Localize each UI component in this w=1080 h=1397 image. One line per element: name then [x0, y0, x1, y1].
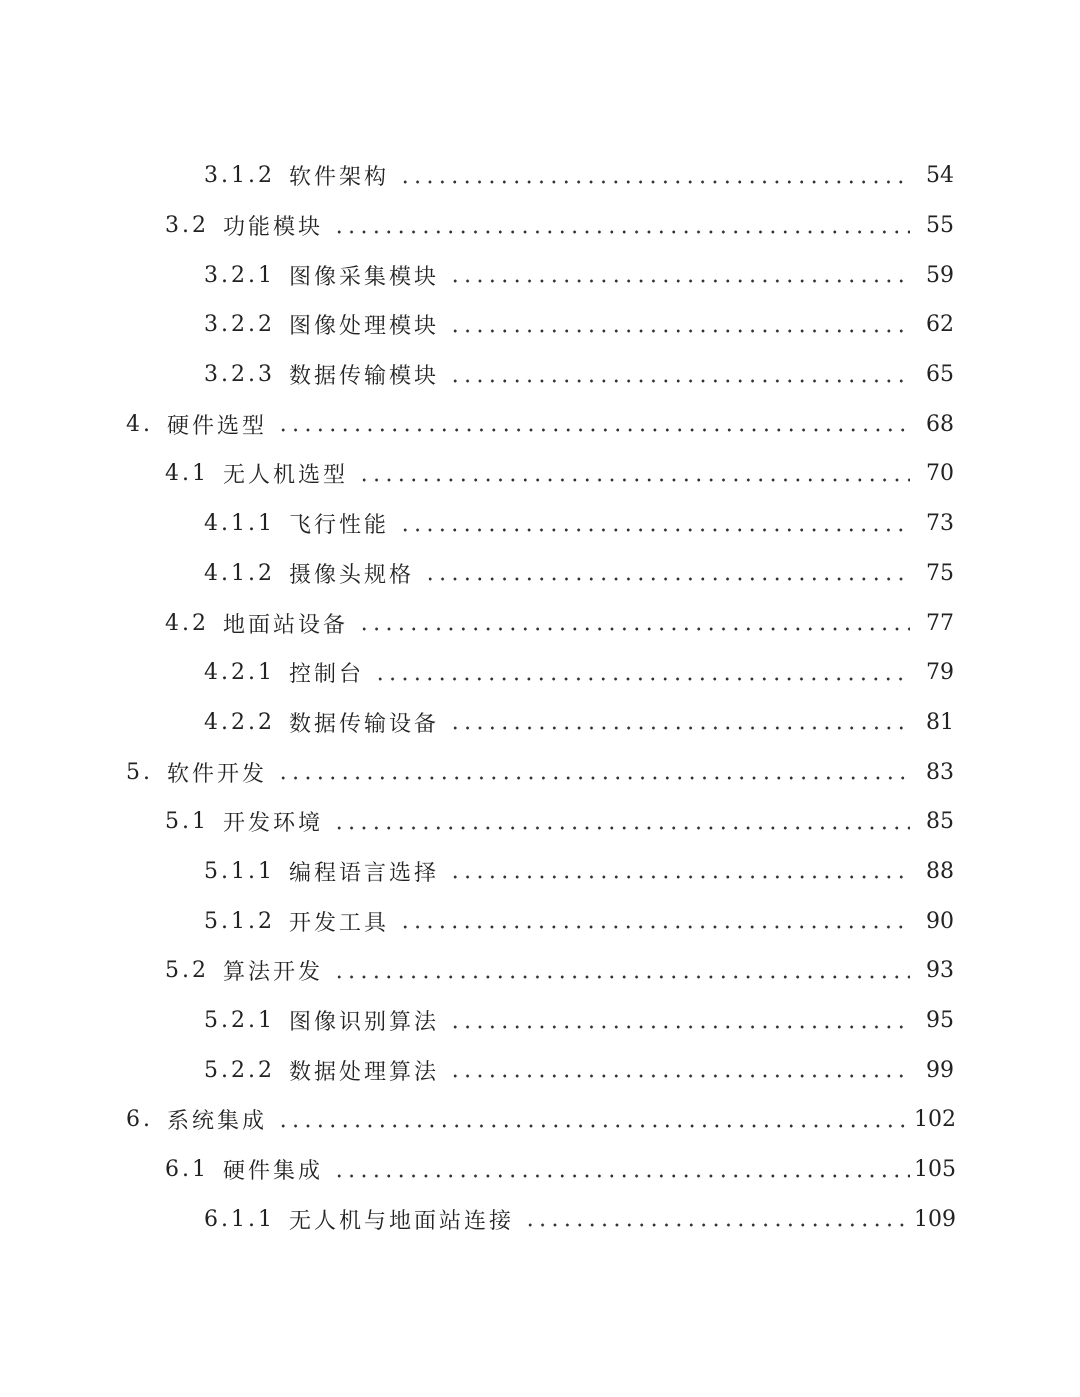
- toc-entry-page: 88: [926, 858, 954, 884]
- toc-entry[interactable]: [0, 350, 1080, 400]
- table-of-contents: [0, 151, 1080, 1244]
- dot-leader: [449, 378, 910, 384]
- toc-entry-number: 5.2.2: [204, 1057, 275, 1083]
- dot-leader: [399, 527, 910, 533]
- toc-entry-title: 地面站设备: [223, 612, 349, 638]
- toc-entry-page: 105: [914, 1157, 956, 1183]
- toc-entry-page: 81: [926, 709, 954, 735]
- toc-entry-title: 软件开发: [167, 761, 268, 787]
- toc-entry-number: 4.1: [165, 461, 209, 487]
- dot-leader: [449, 1024, 910, 1030]
- toc-entry-page: 70: [926, 461, 954, 487]
- toc-entry-title: 硬件选型: [167, 413, 268, 439]
- toc-entry[interactable]: [0, 847, 1080, 897]
- toc-entry[interactable]: [0, 797, 1080, 847]
- toc-entry[interactable]: [0, 1045, 1080, 1095]
- toc-entry-title: 软件架构: [288, 165, 389, 191]
- toc-entry[interactable]: [0, 996, 1080, 1046]
- dot-leader: [277, 1123, 910, 1129]
- dot-leader: [449, 328, 910, 334]
- toc-entry-number: 4.2.2: [204, 709, 275, 735]
- toc-entry[interactable]: [0, 499, 1080, 549]
- toc-entry-number: 5.2: [165, 958, 209, 984]
- toc-entry[interactable]: [0, 449, 1080, 499]
- toc-entry-page: 109: [914, 1206, 956, 1232]
- dot-leader: [424, 576, 910, 582]
- toc-entry-page: 77: [926, 610, 954, 636]
- dot-leader: [399, 179, 910, 185]
- toc-entry-page: 95: [926, 1008, 954, 1034]
- toc-entry-number: 6.1.1: [204, 1206, 275, 1232]
- toc-entry[interactable]: [0, 1095, 1080, 1145]
- toc-entry-title: 功能模块: [223, 215, 324, 241]
- toc-entry-number: 3.2.2: [204, 312, 275, 338]
- toc-entry[interactable]: [0, 1194, 1080, 1244]
- toc-entry-number: 3.2.1: [204, 262, 275, 288]
- toc-entry-number: 6.1: [165, 1157, 209, 1183]
- toc-entry-title: 编程语言选择: [288, 860, 439, 886]
- dot-leader: [277, 427, 910, 433]
- dot-leader: [524, 1222, 910, 1228]
- toc-entry-page: 85: [926, 809, 954, 835]
- toc-entry-title: 开发工具: [288, 910, 389, 936]
- toc-entry-title: 系统集成: [167, 1109, 268, 1135]
- toc-entry-page: 79: [926, 660, 954, 686]
- toc-entry-title: 硬件集成: [223, 1159, 324, 1185]
- toc-entry-page: 59: [926, 262, 954, 288]
- toc-entry-title: 图像识别算法: [288, 1010, 439, 1036]
- toc-entry[interactable]: [0, 300, 1080, 350]
- dot-leader: [449, 1073, 910, 1079]
- toc-entry[interactable]: [0, 151, 1080, 201]
- toc-entry[interactable]: [0, 648, 1080, 698]
- toc-entry-title: 数据传输设备: [288, 711, 439, 737]
- dot-leader: [449, 278, 910, 284]
- dot-leader: [449, 874, 910, 880]
- toc-entry-page: 75: [926, 560, 954, 586]
- toc-entry-title: 图像采集模块: [288, 264, 439, 290]
- toc-entry[interactable]: [0, 549, 1080, 599]
- toc-entry-page: 55: [926, 213, 954, 239]
- dot-leader: [333, 974, 910, 980]
- toc-entry-title: 飞行性能: [288, 513, 389, 539]
- toc-entry[interactable]: [0, 946, 1080, 996]
- toc-entry-page: 90: [926, 908, 954, 934]
- toc-entry-page: 83: [926, 759, 954, 785]
- dot-leader: [374, 676, 910, 682]
- toc-entry-title: 开发环境: [223, 811, 324, 837]
- toc-entry-title: 控制台: [288, 662, 364, 688]
- toc-entry-number: 5.1: [165, 809, 209, 835]
- dot-leader: [449, 725, 910, 731]
- dot-leader: [358, 626, 910, 632]
- toc-entry-page: 99: [926, 1057, 954, 1083]
- toc-entry-page: 68: [926, 411, 954, 437]
- toc-entry-number: 4.2.1: [204, 660, 275, 686]
- toc-entry-number: 4.1.2: [204, 560, 275, 586]
- toc-entry-page: 54: [926, 163, 954, 189]
- dot-leader: [358, 477, 910, 483]
- toc-entry-page: 62: [926, 312, 954, 338]
- toc-entry-page: 102: [914, 1107, 956, 1133]
- toc-entry-number: 4.1.1: [204, 511, 275, 537]
- toc-entry-number: 6.: [126, 1107, 153, 1133]
- toc-entry-number: 5.1.1: [204, 858, 275, 884]
- toc-entry[interactable]: [0, 399, 1080, 449]
- toc-entry-number: 5.: [126, 759, 153, 785]
- toc-entry[interactable]: [0, 896, 1080, 946]
- toc-entry-number: 5.1.2: [204, 908, 275, 934]
- toc-entry-title: 数据处理算法: [288, 1059, 439, 1085]
- toc-entry-number: 3.2.3: [204, 362, 275, 388]
- dot-leader: [333, 1173, 910, 1179]
- toc-entry-page: 65: [926, 362, 954, 388]
- toc-entry[interactable]: [0, 698, 1080, 748]
- toc-entry-title: 无人机选型: [223, 463, 349, 489]
- toc-entry-number: 3.2: [165, 213, 209, 239]
- toc-entry-number: 5.2.1: [204, 1008, 275, 1034]
- toc-entry[interactable]: [0, 598, 1080, 648]
- dot-leader: [277, 775, 910, 781]
- toc-entry-title: 算法开发: [223, 960, 324, 986]
- toc-entry-title: 数据传输模块: [288, 364, 439, 390]
- dot-leader: [333, 229, 910, 235]
- toc-entry-page: 73: [926, 511, 954, 537]
- toc-entry-number: 4.: [126, 411, 153, 437]
- toc-entry-page: 93: [926, 958, 954, 984]
- toc-entry-number: 3.1.2: [204, 163, 275, 189]
- toc-entry[interactable]: [0, 1145, 1080, 1195]
- toc-entry-title: 无人机与地面站连接: [288, 1208, 514, 1234]
- toc-entry-title: 图像处理模块: [288, 314, 439, 340]
- toc-entry[interactable]: [0, 250, 1080, 300]
- toc-entry-title: 摄像头规格: [288, 562, 414, 588]
- dot-leader: [399, 924, 910, 930]
- toc-entry-number: 4.2: [165, 610, 209, 636]
- toc-entry[interactable]: [0, 747, 1080, 797]
- dot-leader: [333, 825, 910, 831]
- toc-entry[interactable]: [0, 201, 1080, 251]
